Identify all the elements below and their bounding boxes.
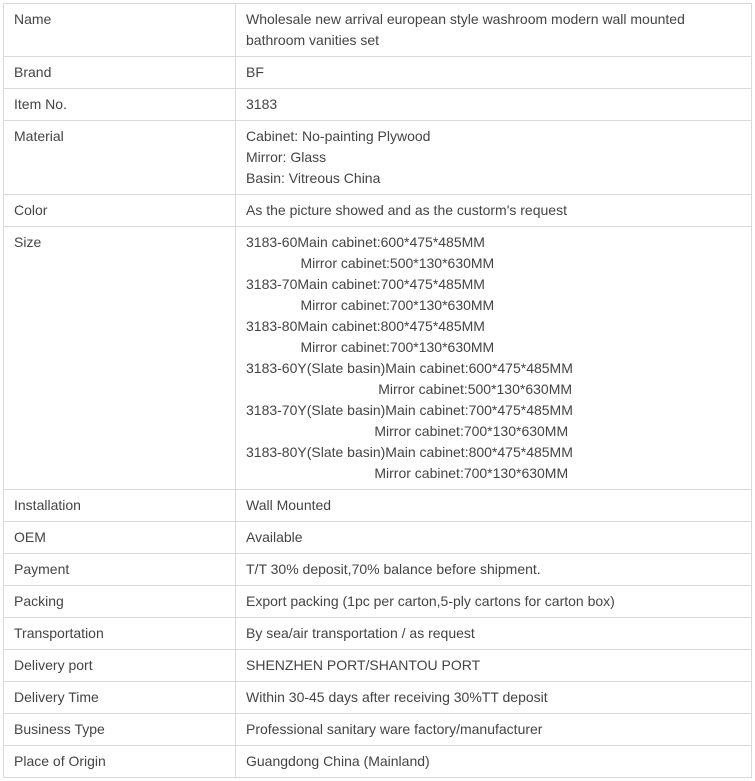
spec-row-name [4,4,752,57]
spec-value-line: 3183-80Main cabinet:800*475*485MM [246,318,485,334]
spec-label: Transportation [4,618,236,650]
spec-value-line: As the picture showed and as the custorm's request [246,202,567,218]
spec-label: OEM [4,522,236,554]
spec-value-line: 3183-80Y(Slate basin)Main cabinet:800*475*485MM [246,444,573,460]
spec-value [236,746,752,778]
spec-value [236,490,752,522]
spec-value-line: 3183-70Main cabinet:700*475*485MM [246,276,485,292]
spec-label: Place of Origin [4,746,236,778]
spec-value [236,227,752,490]
spec-value-line: Basin: Vitreous China [246,170,381,186]
spec-value [236,195,752,227]
spec-label: Business Type [4,714,236,746]
spec-label: Color [4,195,236,227]
spec-value [236,650,752,682]
spec-value-line: Wholesale new arrival european style washroom modern wall mounted [246,11,685,27]
product-spec-table [3,3,752,778]
spec-row-color [4,195,752,227]
spec-value-line: Guangdong China (Mainland) [246,753,430,769]
spec-row-business-type [4,714,752,746]
spec-value [236,618,752,650]
spec-value-line: Mirror cabinet:700*130*630MM [246,339,495,355]
spec-value [236,554,752,586]
spec-value [236,121,752,195]
spec-row-size [4,227,752,490]
spec-value-line: 3183-70Y(Slate basin)Main cabinet:700*475*485MM [246,402,573,418]
spec-value-line: bathroom vanities set [246,32,380,48]
spec-value-line: T/T 30% deposit,70% balance before shipment. [246,561,541,577]
spec-label: Name [4,4,236,57]
spec-row-material [4,121,752,195]
spec-row-transportation [4,618,752,650]
spec-label: Delivery port [4,650,236,682]
spec-value [236,57,752,89]
spec-value [236,4,752,57]
spec-label: Payment [4,554,236,586]
spec-table-body [4,4,752,778]
spec-value-line: Available [246,529,303,545]
spec-value-line: Wall Mounted [246,497,332,513]
spec-value-line: Mirror cabinet:700*130*630MM [246,423,569,439]
spec-value-line: By sea/air transportation / as request [246,625,475,641]
spec-label: Brand [4,57,236,89]
spec-value [236,522,752,554]
spec-value [236,682,752,714]
spec-label: Packing [4,586,236,618]
spec-row-payment [4,554,752,586]
spec-row-packing [4,586,752,618]
spec-value-line: BF [246,64,264,80]
spec-label: Installation [4,490,236,522]
spec-value-line: Cabinet: No-painting Plywood [246,128,431,144]
spec-value-line: 3183-60Y(Slate basin)Main cabinet:600*475*485MM [246,360,573,376]
spec-value [236,714,752,746]
spec-row-delivery-time [4,682,752,714]
spec-value-line: Mirror: Glass [246,149,327,165]
spec-row-place-of-origin [4,746,752,778]
spec-label: Size [4,227,236,490]
spec-value-line: Mirror cabinet:500*130*630MM [246,381,573,397]
spec-value-line: 3183 [246,96,278,112]
spec-value-line: Mirror cabinet:700*130*630MM [246,465,569,481]
spec-value [236,89,752,121]
spec-value [236,586,752,618]
spec-value-line: Professional sanitary ware factory/manufacturer [246,721,543,737]
spec-value-line: Mirror cabinet:700*130*630MM [246,297,495,313]
spec-value-line: Export packing (1pc per carton,5-ply cartons for carton box) [246,593,615,609]
spec-value-line: 3183-60Main cabinet:600*475*485MM [246,234,485,250]
spec-row-installation [4,490,752,522]
spec-row-brand [4,57,752,89]
spec-label: Delivery Time [4,682,236,714]
spec-value-line: Within 30-45 days after receiving 30%TT deposit [246,689,548,705]
spec-row-delivery-port [4,650,752,682]
spec-label: Material [4,121,236,195]
spec-label: Item No. [4,89,236,121]
spec-row-item-no [4,89,752,121]
spec-row-oem [4,522,752,554]
spec-value-line: SHENZHEN PORT/SHANTOU PORT [246,657,481,673]
spec-value-line: Mirror cabinet:500*130*630MM [246,255,495,271]
